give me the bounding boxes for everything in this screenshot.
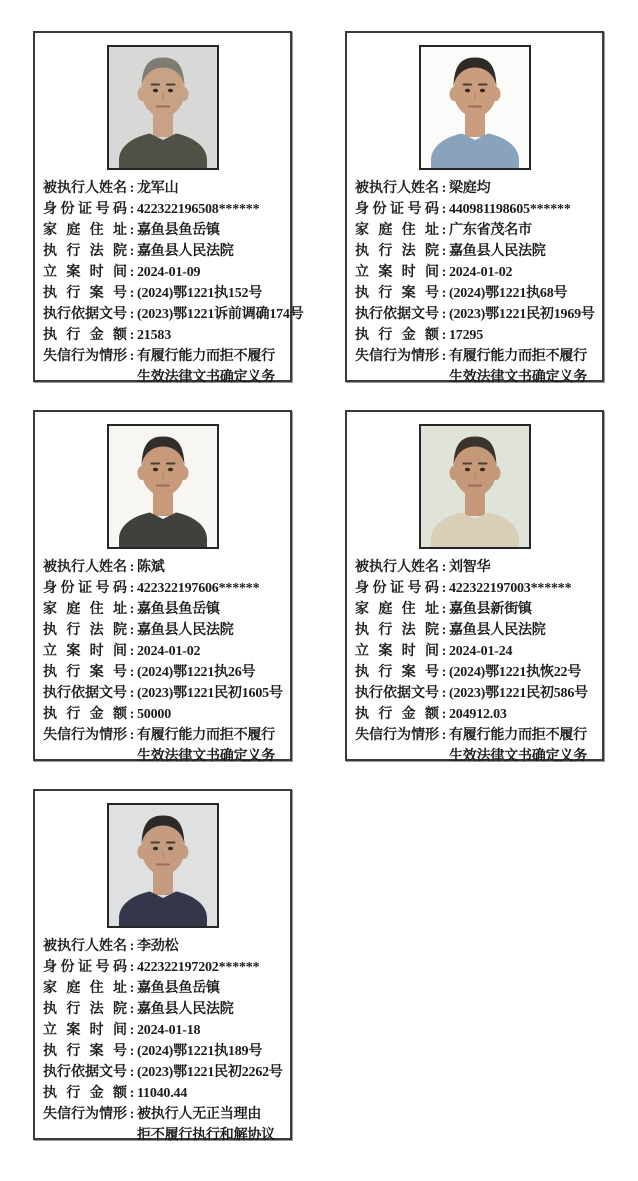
field-label: 执行案号	[43, 286, 127, 301]
field-row-address	[355, 599, 599, 620]
field-colon: :	[129, 728, 135, 743]
field-colon: :	[129, 223, 135, 238]
field-colon: :	[441, 623, 447, 638]
field-row-conduct	[43, 346, 287, 388]
field-label: 立案时间	[355, 644, 439, 659]
field-colon: :	[129, 265, 135, 280]
field-row-court	[355, 620, 599, 641]
field-colon: :	[129, 181, 135, 196]
debtor-card	[33, 31, 304, 385]
field-label: 执行案号	[43, 1044, 127, 1059]
debtor-address: 嘉鱼县鱼岳镇	[137, 981, 220, 996]
case-number: (2024)鄂1221执恢22号	[449, 665, 582, 680]
field-colon: :	[129, 560, 135, 575]
field-label: 身份证号码	[43, 202, 127, 217]
field-colon: :	[441, 202, 447, 217]
field-label: 执行依据文号	[355, 686, 439, 701]
field-label: 失信行为情形	[43, 349, 127, 364]
field-label: 身份证号码	[355, 581, 439, 596]
field-row-amount	[355, 704, 599, 725]
field-row-name	[43, 178, 287, 199]
field-row-court	[43, 999, 287, 1020]
case-number: (2024)鄂1221执68号	[449, 286, 568, 301]
field-label: 被执行人姓名	[355, 181, 439, 196]
field-label: 身份证号码	[43, 581, 127, 596]
field-label: 失信行为情形	[355, 349, 439, 364]
enforcement-amount: 50000	[137, 707, 172, 722]
field-label: 执行法院	[43, 623, 127, 638]
conduct-line-1: 被执行人无正当理由	[137, 1107, 262, 1122]
field-row-filing-date	[43, 262, 287, 283]
conduct-line-2: 生效法律文书确定义务	[449, 749, 587, 764]
field-label: 执行法院	[355, 244, 439, 259]
field-row-court	[355, 241, 599, 262]
enforcement-court: 嘉鱼县人民法院	[449, 623, 546, 638]
field-colon: :	[129, 349, 135, 364]
debtor-address: 嘉鱼县鱼岳镇	[137, 223, 220, 238]
field-colon: :	[129, 1107, 135, 1122]
field-label: 立案时间	[43, 1023, 127, 1038]
field-colon: :	[441, 286, 447, 301]
field-row-amount	[43, 704, 287, 725]
field-label: 执行案号	[355, 286, 439, 301]
field-label: 家庭住址	[43, 981, 127, 996]
field-label: 身份证号码	[355, 202, 439, 217]
field-colon: :	[129, 1023, 135, 1038]
portrait-photo	[107, 424, 219, 549]
conduct-line-2: 生效法律文书确定义务	[137, 370, 275, 385]
field-colon: :	[441, 244, 447, 259]
field-row-amount	[43, 325, 287, 346]
field-label: 执行金额	[355, 707, 439, 722]
portrait-illustration	[109, 426, 217, 547]
portrait-illustration	[421, 426, 529, 547]
field-label: 执行案号	[43, 665, 127, 680]
debtor-fields	[355, 178, 599, 388]
field-label: 执行金额	[43, 707, 127, 722]
field-row-conduct	[43, 1104, 287, 1146]
field-colon: :	[129, 1065, 135, 1080]
field-colon: :	[441, 560, 447, 575]
field-row-name	[355, 557, 599, 578]
field-colon: :	[129, 602, 135, 617]
field-colon: :	[129, 307, 135, 322]
field-row-conduct	[43, 725, 287, 767]
conduct-line-2: 生效法律文书确定义务	[449, 370, 587, 385]
field-label: 被执行人姓名	[43, 560, 127, 575]
field-row-basis-no	[43, 304, 304, 325]
field-label: 被执行人姓名	[43, 939, 127, 954]
dishonest-conduct	[137, 346, 287, 388]
filing-date: 2024-01-09	[137, 265, 201, 280]
field-colon: :	[129, 939, 135, 954]
field-row-address	[355, 220, 599, 241]
field-colon: :	[129, 665, 135, 680]
field-row-filing-date	[43, 1020, 287, 1041]
debtor-id-number: 422322197003******	[449, 581, 572, 596]
field-row-address	[43, 220, 287, 241]
portrait-photo	[107, 45, 219, 170]
debtor-fields	[355, 557, 599, 767]
basis-number: (2023)鄂1221民初1969号	[449, 307, 595, 322]
field-label: 执行法院	[355, 623, 439, 638]
dishonest-conduct	[137, 725, 287, 767]
basis-number: (2023)鄂1221民初2262号	[137, 1065, 283, 1080]
field-label: 失信行为情形	[43, 728, 127, 743]
field-row-conduct	[355, 725, 599, 767]
portrait-photo	[419, 45, 531, 170]
debtor-card	[33, 410, 292, 764]
field-label: 家庭住址	[43, 602, 127, 617]
enforcement-court: 嘉鱼县人民法院	[137, 244, 234, 259]
conduct-line-2: 拒不履行执行和解协议	[137, 1128, 275, 1143]
field-colon: :	[129, 707, 135, 722]
field-label: 执行依据文号	[43, 1065, 127, 1080]
filing-date: 2024-01-02	[449, 265, 513, 280]
basis-number: (2023)鄂1221民初586号	[449, 686, 588, 701]
field-label: 家庭住址	[355, 602, 439, 617]
portrait-illustration	[421, 47, 529, 168]
filing-date: 2024-01-02	[137, 644, 201, 659]
debtor-card	[345, 31, 604, 385]
field-row-amount	[355, 325, 599, 346]
portrait-photo	[107, 803, 219, 928]
portrait-photo	[419, 424, 531, 549]
debtor-name: 龙军山	[137, 181, 179, 196]
field-row-amount	[43, 1083, 287, 1104]
field-row-name	[43, 936, 287, 957]
field-colon: :	[129, 981, 135, 996]
debtor-name: 梁庭均	[449, 181, 491, 196]
field-label: 家庭住址	[43, 223, 127, 238]
field-colon: :	[441, 307, 447, 322]
field-colon: :	[441, 644, 447, 659]
field-label: 立案时间	[43, 644, 127, 659]
field-colon: :	[129, 1002, 135, 1017]
field-row-basis-no	[355, 304, 599, 325]
debtor-id-number: 422322197202******	[137, 960, 260, 975]
enforcement-amount: 17295	[449, 328, 484, 343]
field-label: 执行金额	[355, 328, 439, 343]
field-row-case-no	[355, 662, 599, 683]
field-colon: :	[129, 202, 135, 217]
field-row-basis-no	[355, 683, 599, 704]
field-row-id	[355, 578, 599, 599]
dishonest-conduct	[449, 725, 599, 767]
field-label: 执行依据文号	[355, 307, 439, 322]
case-number: (2024)鄂1221执26号	[137, 665, 256, 680]
debtor-name: 刘智华	[449, 560, 491, 575]
case-number: (2024)鄂1221执189号	[137, 1044, 263, 1059]
field-colon: :	[441, 686, 447, 701]
field-colon: :	[441, 707, 447, 722]
debtor-card	[33, 789, 292, 1143]
field-label: 执行依据文号	[43, 307, 127, 322]
field-label: 执行金额	[43, 328, 127, 343]
field-row-address	[43, 599, 287, 620]
debtor-name: 李劲松	[137, 939, 179, 954]
portrait-illustration	[109, 805, 217, 926]
field-row-id	[355, 199, 599, 220]
field-label: 被执行人姓名	[355, 560, 439, 575]
field-row-court	[43, 241, 287, 262]
field-label: 失信行为情形	[355, 728, 439, 743]
field-colon: :	[129, 1086, 135, 1101]
field-row-case-no	[43, 662, 287, 683]
field-label: 执行金额	[43, 1086, 127, 1101]
field-colon: :	[441, 265, 447, 280]
field-colon: :	[129, 286, 135, 301]
field-colon: :	[129, 960, 135, 975]
enforcement-court: 嘉鱼县人民法院	[449, 244, 546, 259]
debtor-id-number: 422322196508******	[137, 202, 260, 217]
field-row-name	[43, 557, 287, 578]
field-label: 失信行为情形	[43, 1107, 127, 1122]
conduct-line-1: 有履行能力而拒不履行	[137, 728, 275, 743]
field-row-basis-no	[43, 683, 287, 704]
field-row-id	[43, 578, 287, 599]
conduct-line-1: 有履行能力而拒不履行	[137, 349, 275, 364]
debtor-id-number: 440981198605******	[449, 202, 571, 217]
case-number: (2024)鄂1221执152号	[137, 286, 263, 301]
field-colon: :	[129, 644, 135, 659]
field-row-name	[355, 178, 599, 199]
field-colon: :	[441, 349, 447, 364]
field-row-filing-date	[355, 262, 599, 283]
field-colon: :	[441, 223, 447, 238]
field-label: 被执行人姓名	[43, 181, 127, 196]
enforcement-amount: 204912.03	[449, 707, 507, 722]
basis-number: (2023)鄂1221诉前调确174号	[137, 307, 304, 322]
debtor-fields	[43, 936, 287, 1146]
field-row-court	[43, 620, 287, 641]
debtor-address: 广东省茂名市	[449, 223, 532, 238]
field-row-conduct	[355, 346, 599, 388]
field-label: 执行依据文号	[43, 686, 127, 701]
field-label: 立案时间	[355, 265, 439, 280]
debtor-fields	[43, 178, 304, 388]
field-row-case-no	[43, 283, 287, 304]
field-row-case-no	[43, 1041, 287, 1062]
enforcement-amount: 21583	[137, 328, 172, 343]
field-label: 执行法院	[43, 1002, 127, 1017]
field-colon: :	[441, 181, 447, 196]
debtor-address: 嘉鱼县鱼岳镇	[137, 602, 220, 617]
field-colon: :	[129, 623, 135, 638]
filing-date: 2024-01-24	[449, 644, 513, 659]
conduct-line-2: 生效法律文书确定义务	[137, 749, 275, 764]
debtor-name: 陈斌	[137, 560, 165, 575]
conduct-line-1: 有履行能力而拒不履行	[449, 349, 587, 364]
portrait-illustration	[109, 47, 217, 168]
field-row-case-no	[355, 283, 599, 304]
field-row-id	[43, 199, 287, 220]
field-colon: :	[129, 686, 135, 701]
field-label: 执行法院	[43, 244, 127, 259]
field-row-id	[43, 957, 287, 978]
field-label: 家庭住址	[355, 223, 439, 238]
enforcement-court: 嘉鱼县人民法院	[137, 623, 234, 638]
field-row-basis-no	[43, 1062, 287, 1083]
debtor-id-number: 422322197606******	[137, 581, 260, 596]
filing-date: 2024-01-18	[137, 1023, 201, 1038]
field-colon: :	[441, 602, 447, 617]
debtor-fields	[43, 557, 287, 767]
field-row-address	[43, 978, 287, 999]
field-label: 立案时间	[43, 265, 127, 280]
field-colon: :	[441, 665, 447, 680]
enforcement-amount: 11040.44	[137, 1086, 188, 1101]
debtor-address: 嘉鱼县新街镇	[449, 602, 532, 617]
field-colon: :	[441, 328, 447, 343]
debtor-card	[345, 410, 604, 764]
enforcement-court: 嘉鱼县人民法院	[137, 1002, 234, 1017]
field-label: 执行案号	[355, 665, 439, 680]
field-row-filing-date	[355, 641, 599, 662]
field-colon: :	[129, 328, 135, 343]
basis-number: (2023)鄂1221民初1605号	[137, 686, 283, 701]
field-colon: :	[129, 581, 135, 596]
field-colon: :	[441, 728, 447, 743]
dishonest-conduct	[449, 346, 599, 388]
field-colon: :	[441, 581, 447, 596]
field-label: 身份证号码	[43, 960, 127, 975]
conduct-line-1: 有履行能力而拒不履行	[449, 728, 587, 743]
dishonest-conduct	[137, 1104, 287, 1146]
field-colon: :	[129, 244, 135, 259]
field-colon: :	[129, 1044, 135, 1059]
field-row-filing-date	[43, 641, 287, 662]
